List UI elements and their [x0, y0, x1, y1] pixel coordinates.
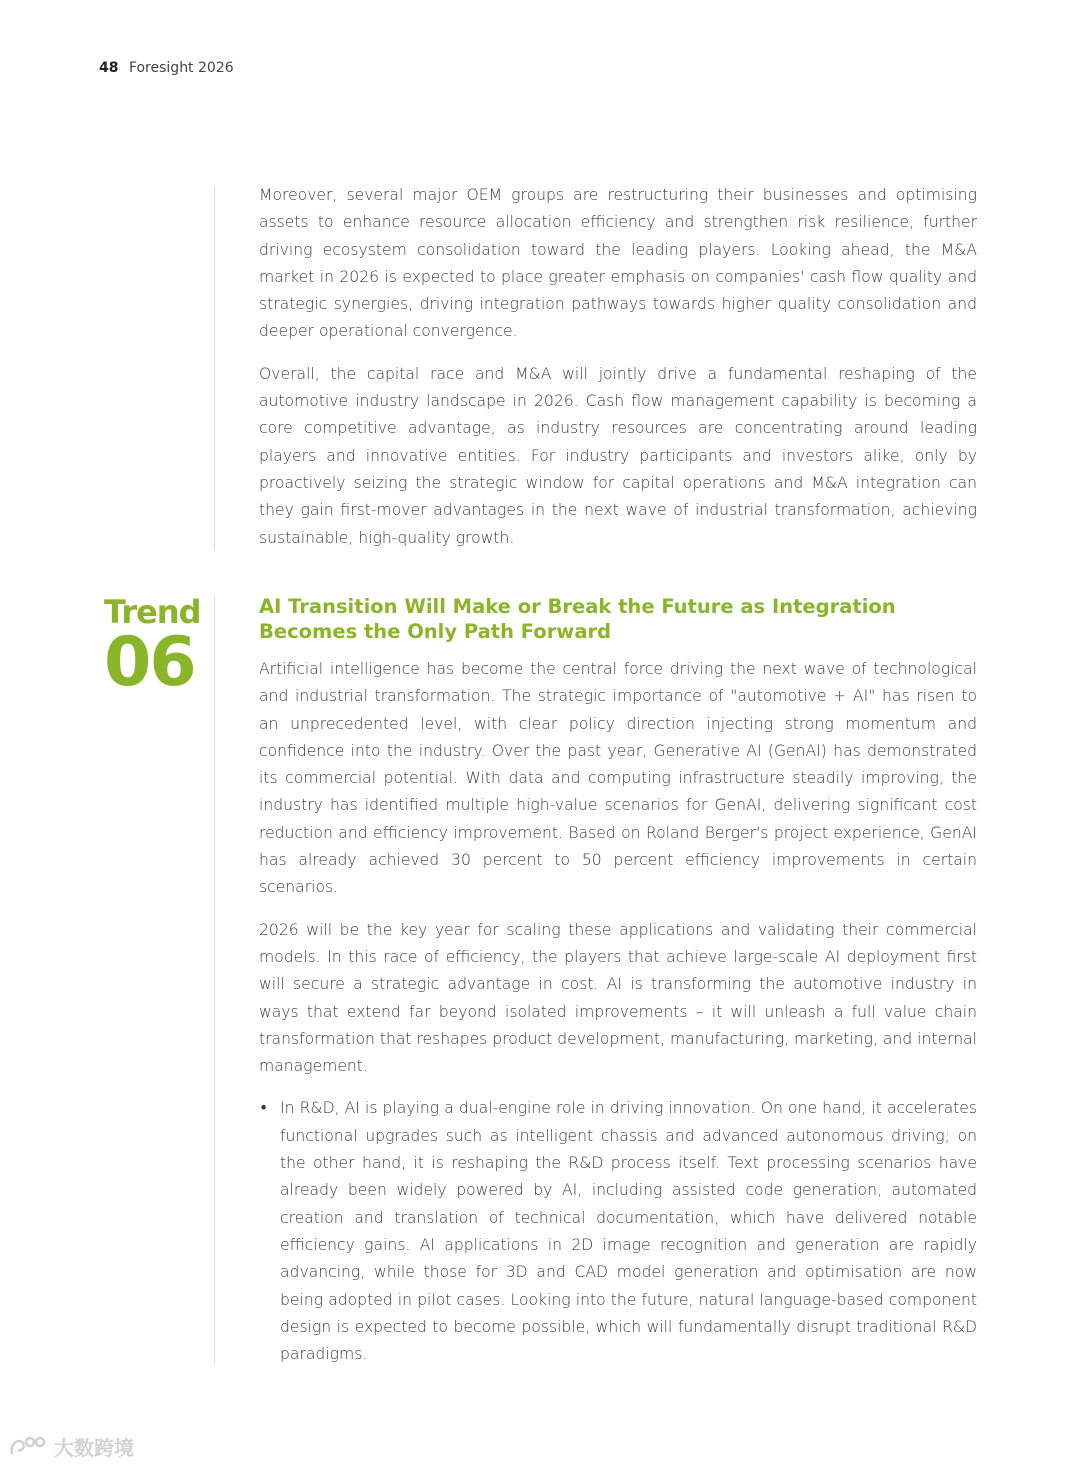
vertical-divider-top	[214, 186, 215, 551]
watermark-text: 大数跨境	[54, 1435, 134, 1460]
intro-section	[259, 182, 977, 552]
watermark-logo-icon	[8, 1434, 48, 1458]
watermark	[8, 1430, 134, 1462]
vertical-divider-bottom	[214, 596, 215, 1364]
trend-title: AI Transition Will Make or Break the Future as Integration Becomes the Only Path Forward	[259, 595, 896, 643]
list-item	[259, 1095, 977, 1368]
page-header	[99, 59, 234, 77]
trend-section	[259, 656, 977, 1368]
page-number: 48	[99, 60, 119, 76]
trend-paragraph-1: Artificial intelligence has become the central force driving the next wave of technological and industrial transformation. The strategic importance of "automotive + AI" has risen to an unprecedented level, with clear policy direction injecting strong momentum and confidence into the industry. Over the past year, Generative AI (GenAI) has demonstrated its commercial potential. With data and computing infrastructure steadily improving, the industry has identified multiple high-value scenarios for GenAI, delivering significant cost reduction and efficiency improvement. Based on Roland Berger's project experience, GenAI has already achieved 30 percent to 50 percent efficiency improvements in certain scenarios.	[259, 660, 977, 897]
publication-title: Foresight 2026	[128, 60, 234, 76]
trend-number: 06	[104, 623, 195, 702]
bullet-text: In R&D, AI is playing a dual-engine role in driving innovation. On one hand, it accelerates functional upgrades such as intelligent chassis and advanced autonomous driving; on the other hand, it is reshaping the R&D process itself. Text processing scenarios have already been widely powered by AI, including assisted code generation, automated creation and translation of technical documentation, which have delivered notable efficiency gains. AI applications in 2D image recognition and generation are rapidly advancing, while those for 3D and CAD model generation and optimisation are now being adopted in pilot cases. Looking into the future, natural language-based component design is expected to become possible, which will fundamentally disrupt traditional R&D paradigms.	[280, 1099, 977, 1364]
trend-bullet-list	[259, 1095, 977, 1368]
trend-label: Trend	[104, 593, 201, 631]
bullet-icon: •	[259, 1099, 269, 1118]
trend-paragraph-2: 2026 will be the key year for scaling these applications and validating their commercial models. In this race of efficiency, the players that achieve large-scale AI deployment first will secure a strategic advantage in cost. AI is transforming the automotive industry in ways that extend far beyond isolated improvements – it will unleash a full value chain transformation that reshapes product development, manufacturing, marketing, and internal management.	[259, 920, 977, 1076]
intro-paragraph-2: Overall, the capital race and M&A will jointly drive a fundamental reshaping of the automotive industry landscape in 2026. Cash flow management capability is becoming a core competitive advantage, as industry resources are concentrating around leading players and innovative entities. For industry participants and investors alike, only by proactively seizing the strategic window for capital operations and M&A integration can they gain first-mover advantages in the next wave of industrial transformation, achieving sustainable, high-quality growth.	[259, 364, 977, 547]
intro-paragraph-1: Moreover, several major OEM groups are restructuring their businesses and optimising assets to enhance resource allocation efficiency and strengthen risk resilience, further driving ecosystem consolidation toward the leading players. Looking ahead, the M&A market in 2026 is expected to place greater emphasis on companies' cash flow quality and strategic synergies, driving integration pathways towards higher quality consolidation and deeper operational convergence.	[259, 186, 977, 341]
trend-marker	[104, 592, 209, 702]
